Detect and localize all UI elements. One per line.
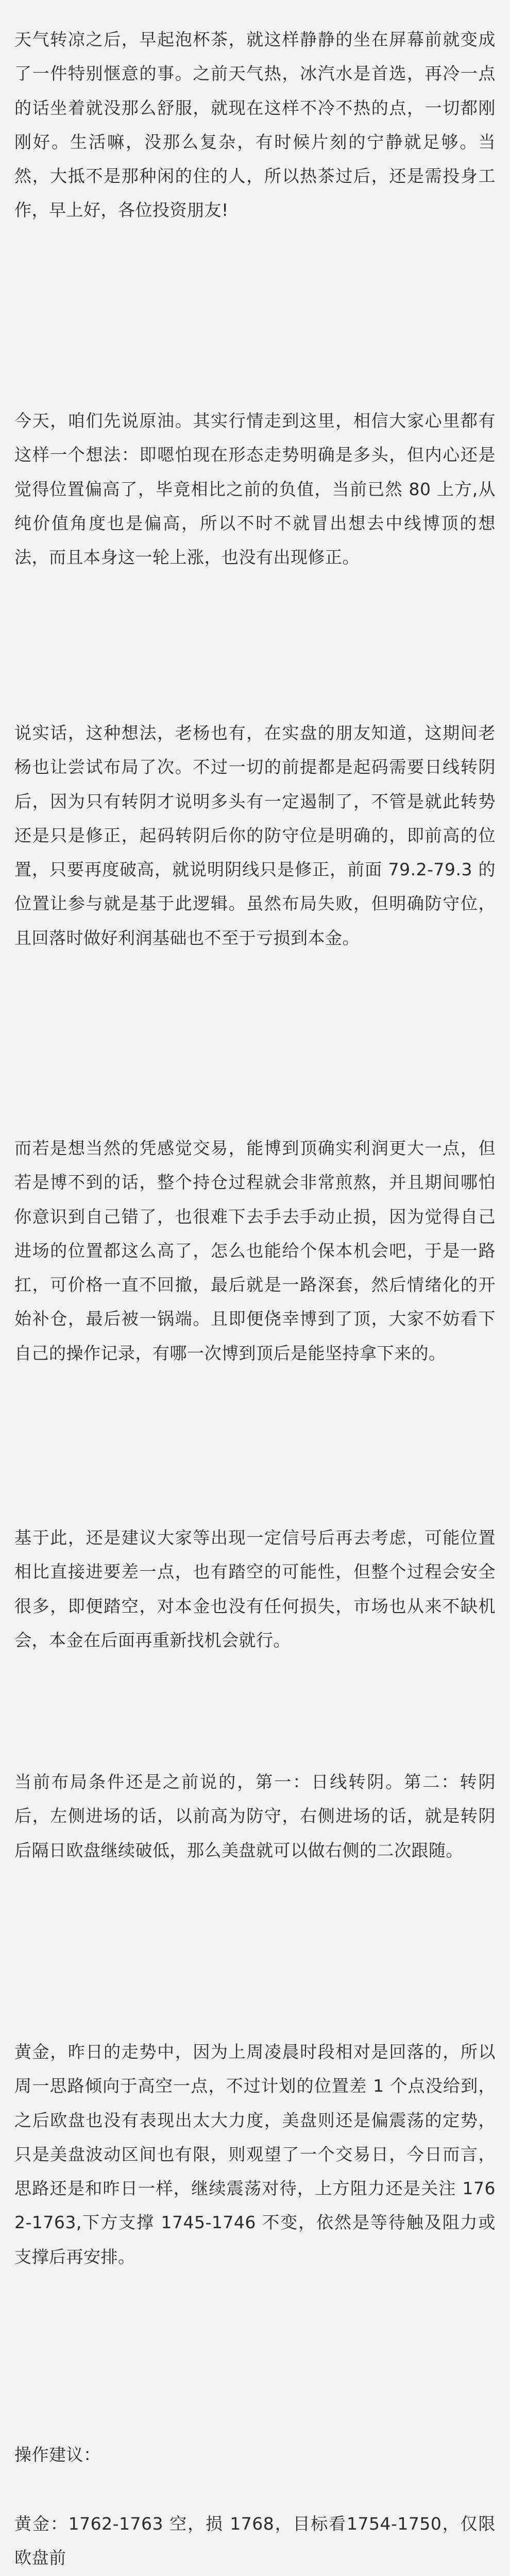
intro-text: 天气转凉之后，早起泡杯茶，就这样静静的坐在屏幕前就变成了一件特别惬意的事。之前天气热，冰汽水是首选，再冷一点的话坐着就没那么舒服，就现在这样不冷不热的点，一切都刚刚好。生活嘛，没那么复杂，有时候片刻的宁静就足够。当然，大抵不是那种闲的住的人，所以热茶过后，还是需投身工作，早上好，各位投资朋友! [14, 29, 496, 221]
conditions-text: 当前布局条件还是之前说的，第一：日线转阴。第二：转阴后，左侧进场的话，以前高为防守，右侧进场的话，就是转阴后隔日欧盘继续破低，那么美盘就可以做右侧的二次跟随。 [14, 1772, 496, 1860]
paragraph-gold [14, 2035, 496, 2274]
operation-advice-section [14, 2438, 496, 2472]
oil-view-text: 今天，咱们先说原油。其实行情走到这里，相信大家心里都有这样一个想法：即嗯怕现在形态走势明确是多头，但内心还是觉得位置偏高了，毕竟相比之前的负值，当前已然 80 上方,从纯价值角度也是偏高，所以不时不就冒出想去中线博顶的想法，而且本身这一轮上涨，也没有出现修正。 [14, 411, 496, 568]
risk-text: 而若是想当然的凭感觉交易，能博到顶确实利润更大一点，但若是博不到的话，整个持仓过程就会非常煎熬，并且期间哪怕你意识到自己错了，也很难下去手去手动止损，因为觉得自己进场的位置都这么高了，怎么也能给个保本机会吧，于是一路扛，可价格一直不回撤，最后就是一路深套，然后情绪化的开始补仓，最后被一锅端。且即便侥幸博到了顶，大家不妨看下自己的操作记录，有哪一次博到顶后是能坚持拿下来的。 [14, 1138, 496, 1363]
gold-text: 黄金，昨日的走势中，因为上周凌晨时段相对是回落的，所以周一思路倾向于高空一点，不过计划的位置差 1 个点没给到，之后欧盘也没有表现出太大力度，美盘则还是偏震荡的定势，只是美盘波动区间也有限，则观望了一个交易日，今日而言，思路还是和昨日一样，继续震荡对待，上方阻力还是关注 1762-1763,下方支撑 1745-1746 不变，依然是等待触及阻力或支撑后再安排。 [14, 2042, 496, 2267]
paragraph-oil-strategy [14, 716, 496, 955]
suggestion-text: 基于此，还是建议大家等出现一定信号后再去考虑，可能位置相比直接进要差一点，也有踏空的可能性，但整个过程会安全很多，即便踏空，对本金也没有任何损失，市场也从来不缺机会，本金在后面再重新找机会就行。 [14, 1528, 496, 1650]
paragraph-intro [14, 23, 496, 228]
oil-strategy-text: 说实话，这种想法，老杨也有，在实盘的朋友知道，这期间老杨也让尝试布局了次。不过一切的前提都是起码需要日线转阴后，因为只有转阴才说明多头有一定遏制了，不管是就此转势还是只是修正，起码转阴后你的防守位是明确的，即前高的位置，只要再度破高，就说明阴线只是修正，前面 79.2-79.3 的位置让参与就是基于此逻辑。虽然布局失败，但明确防守位，且回落时做好利润基础也不至于亏损到本金。 [14, 723, 496, 948]
paragraph-risk [14, 1131, 496, 1370]
paragraph-oil-view [14, 404, 496, 574]
gold-advice-block [14, 2507, 496, 2575]
paragraph-suggestion [14, 1521, 496, 1657]
paragraph-conditions [14, 1765, 496, 1868]
operation-advice-heading: 操作建议： [14, 2445, 101, 2465]
gold-advice-text: 黄金：1762-1763 空，损 1768，目标看1754-1750，仅限欧盘前 [14, 2514, 496, 2568]
